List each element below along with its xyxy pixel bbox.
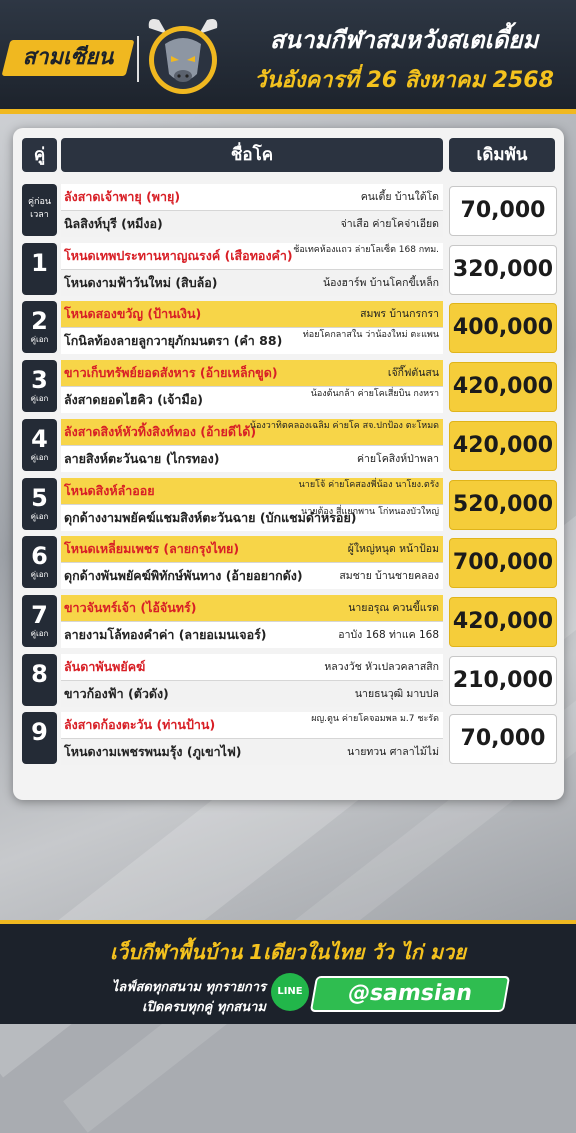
bull-name: โกนิลท้องลายลูกวายุภักมนตรา (คำ 88)	[64, 333, 283, 349]
red-corner-line	[61, 184, 443, 210]
pair-number	[22, 419, 57, 471]
bull-name: โหนดสิงห์ลำออย	[64, 482, 155, 498]
pair-sub-label: คู่เอก	[30, 570, 49, 580]
owner-name: สมชาย บ้านชายคลอง	[339, 570, 439, 583]
bull-name: ลังสาดเจ้าพายุ (พายุ)	[64, 189, 181, 204]
bull-name: ลายงามโล้ทองคำค่า (ลายอเมนเจอร์)	[64, 626, 267, 642]
pair-sub-label: คู่เอก	[30, 394, 49, 404]
red-corner-line	[61, 360, 443, 386]
pair-sub-label: คู่เอก	[30, 511, 49, 521]
pair-number-text: 9	[31, 718, 48, 747]
header-accent-bar	[0, 109, 576, 114]
pair-sub-label: คู่เอก	[30, 335, 49, 345]
blue-corner-line	[61, 680, 443, 707]
bull-name: ลันดาพันพยัคฆ์	[64, 658, 146, 674]
match-row	[13, 536, 564, 588]
match-row	[13, 360, 564, 412]
bull-mascot-icon	[145, 14, 221, 100]
bull-name: โหนดเหลี่ยมเพชร (ลายกรุงไทย)	[64, 541, 240, 557]
pair-number	[22, 712, 57, 764]
footer-accent-bar	[0, 920, 576, 924]
pair-number-text: 3	[31, 366, 48, 395]
red-corner-line	[61, 419, 443, 445]
pair-number	[22, 301, 57, 353]
red-corner-line	[61, 654, 443, 680]
owner-name: ค่ายโคสิงห์ป่าพลา	[356, 452, 439, 465]
column-header-bet: เดิมพัน	[449, 138, 555, 172]
owner-name: ท่อยโคกลาสใน ว่าน้องใหม่ ตะแพน	[302, 330, 439, 341]
red-corner-line	[61, 536, 443, 562]
owner-name: นายธนวุฒิ มาบปล	[354, 687, 439, 700]
bull-name: ขาวจันทร์เจ้า (ไอ้จันทร์)	[64, 599, 197, 615]
bet-amount: 70,000	[449, 186, 557, 236]
blue-corner-line	[61, 386, 443, 413]
logo-divider	[137, 36, 139, 82]
bull-name: ดุกด้างพันพยัคฆ์พิทักษ์พันทาง (อ้ายอยากดัง)	[64, 568, 303, 584]
column-header-pair: คู่	[22, 138, 57, 172]
blue-corner-line	[61, 445, 443, 472]
bull-name: ลังสาดยอดไฮคิว (เจ้ามือ)	[64, 392, 203, 408]
pair-number-text: 5	[31, 483, 48, 512]
match-names	[61, 536, 443, 588]
owner-name: หลวงวัช หัวเปลวคลาสสิก	[324, 660, 439, 673]
owner-name: น้องต้นกล้า ค่ายโคเสี่ยบิน กงหรา	[310, 389, 439, 400]
owner-name: จ่าเสือ ค่ายโคจ่าเอียด	[340, 218, 439, 230]
match-row	[13, 478, 564, 530]
stadium-title: สนามกีฬาสมหวังสเตเดี้ยม	[269, 26, 539, 54]
pair-number-text: 7	[31, 600, 48, 629]
pair-number-text: 2	[31, 307, 48, 336]
brand-logo	[2, 40, 135, 76]
match-row	[13, 301, 564, 353]
bull-name: ลังสาดสิงห์หัวทิ้งสิงห์ทอง (อ้ายดีได้)	[64, 423, 257, 439]
bull-name: โหนดเทพประทานหาญณรงค์ (เสือทองคำ)	[64, 247, 293, 263]
blue-corner-line	[61, 210, 443, 237]
header	[0, 0, 576, 114]
pair-number-text: 8	[31, 659, 48, 688]
pair-number-text: 1	[31, 248, 48, 277]
match-names	[61, 243, 443, 295]
red-corner-line	[61, 243, 443, 269]
event-date: วันอังคารที่ 26 สิงหาคม 2568	[254, 68, 554, 93]
match-row	[13, 595, 564, 647]
blue-corner-line	[61, 738, 443, 765]
owner-name: ช้อเทคห้องแถว ล่ายโลเซ็ต 168 กทม.	[293, 244, 439, 255]
footer-line1: ไลฟ์สดทุกสนาม ทุกรายการ	[111, 980, 266, 995]
bet-amount: 420,000	[449, 597, 557, 647]
match-names	[61, 360, 443, 412]
owner-name: นายทวน ศาลาไม้ไม่	[347, 746, 439, 759]
blue-corner-line	[61, 621, 443, 648]
match-names	[61, 654, 443, 706]
owner-name: สมพร บ้านกรกรา	[360, 308, 439, 321]
red-corner-line	[61, 712, 443, 738]
pair-number	[22, 360, 57, 412]
blue-corner-line	[61, 327, 443, 354]
bet-amount: 520,000	[449, 480, 557, 530]
blue-corner-line	[61, 504, 443, 531]
match-row	[13, 654, 564, 706]
bet-amount: 70,000	[449, 714, 557, 764]
owner-name: นายโจ้ ค่ายโคสองพี่น้อง นาโยง.ตรัง	[298, 479, 439, 490]
match-names	[61, 712, 443, 764]
pair-number	[22, 478, 57, 530]
pair-number	[22, 184, 57, 236]
footer-line2: เปิดครบทุกคู่ ทุกสนาม	[142, 1000, 266, 1015]
pair-number-text: 4	[31, 424, 48, 453]
bull-name: โหนดสองขวัญ (ป้านเงิน)	[64, 306, 202, 322]
owner-name: อาบัง 168 ท่าแค 168	[338, 628, 439, 641]
red-corner-line	[61, 301, 443, 327]
red-corner-line	[61, 595, 443, 621]
bull-name: ขาวก้องฟ้า (ตัวดัง)	[64, 685, 169, 701]
owner-name: นายอรุณ ควนขี้แรด	[348, 601, 439, 614]
bet-amount: 420,000	[449, 421, 557, 471]
bet-amount: 210,000	[449, 656, 557, 706]
match-row	[13, 712, 564, 764]
pair-sub-label: คู่เอก	[30, 628, 49, 638]
match-row	[13, 419, 564, 471]
match-names	[61, 184, 443, 236]
line-app-icon[interactable]: LINE	[271, 973, 309, 1011]
bull-name: ลายสิงห์ตะวันฉาย (ไกรทอง)	[64, 450, 220, 466]
bet-amount: 400,000	[449, 303, 557, 353]
bet-amount: 700,000	[449, 538, 557, 588]
bull-name: ดุกด้างงามพยัคฆ์แชมสิงห์ตะวันฉาย (บักแชมดำหรอย)	[64, 509, 357, 525]
owner-name: เจ๊กี๊ฟตันสน	[387, 367, 439, 380]
match-row	[13, 243, 564, 295]
bull-name: นิลสิงห์บุรี (หมีงอ)	[64, 216, 163, 231]
footer-tagline: เว็บกีฬาพื้นบ้าน 1เดียวในไทย วัว ไก่ มวย	[110, 940, 466, 964]
bull-name: ลังสาดก้องตะวัน (ท่านป้าน)	[64, 717, 216, 733]
blue-corner-line	[61, 562, 443, 589]
pair-number	[22, 243, 57, 295]
brand-text: สามเซียน	[22, 45, 114, 70]
blue-corner-line	[61, 269, 443, 296]
bull-name: โหนดงามเพชรพนมรุ้ง (ภูเขาไฟ)	[64, 744, 242, 760]
owner-name: ผญ.ตูน ค่ายโคจอมพล ม.7 ชะรัด	[311, 714, 439, 725]
bet-amount: 320,000	[449, 245, 557, 295]
owner-name: ผู้ใหญ่หนุด หน้าป้อม	[347, 543, 439, 556]
pair-number	[22, 654, 57, 706]
pair-number	[22, 536, 57, 588]
owner-name: น้องฮาร์พ บ้านโคกขี้เหล็ก	[322, 276, 439, 289]
owner-name: นายต้อง สี่แยกพาน โก่หนองบัวใหญ่	[301, 506, 439, 517]
pair-number	[22, 595, 57, 647]
match-row	[13, 184, 564, 236]
bull-name: โหนดงามฟ้าวันใหม่ (สิบล้อ)	[64, 274, 218, 290]
column-header-names: ชื่อโค	[61, 138, 443, 172]
match-card	[13, 128, 564, 800]
match-names	[61, 419, 443, 471]
owner-name: คนเตี้ย บ้านใต้โด	[360, 191, 439, 203]
bet-amount: 420,000	[449, 362, 557, 412]
pair-sub-label: คู่เอก	[30, 452, 49, 462]
pair-pre-label: คู่ก่อน เวลา	[27, 197, 52, 220]
match-names	[61, 478, 443, 530]
pair-number-text: 6	[31, 542, 48, 571]
bull-name: ขาวเก็บทรัพย์ยอดสังหาร (อ้ายเหล็กขูด)	[64, 365, 278, 381]
match-names	[61, 301, 443, 353]
match-names	[61, 595, 443, 647]
owner-name: น้องวาทิตคลองเฉลิม ค่ายโค สจ.ปกป้อง ตะโหมด	[249, 420, 439, 431]
line-id-button[interactable]: @samsian	[310, 976, 510, 1012]
red-corner-line	[61, 478, 443, 504]
